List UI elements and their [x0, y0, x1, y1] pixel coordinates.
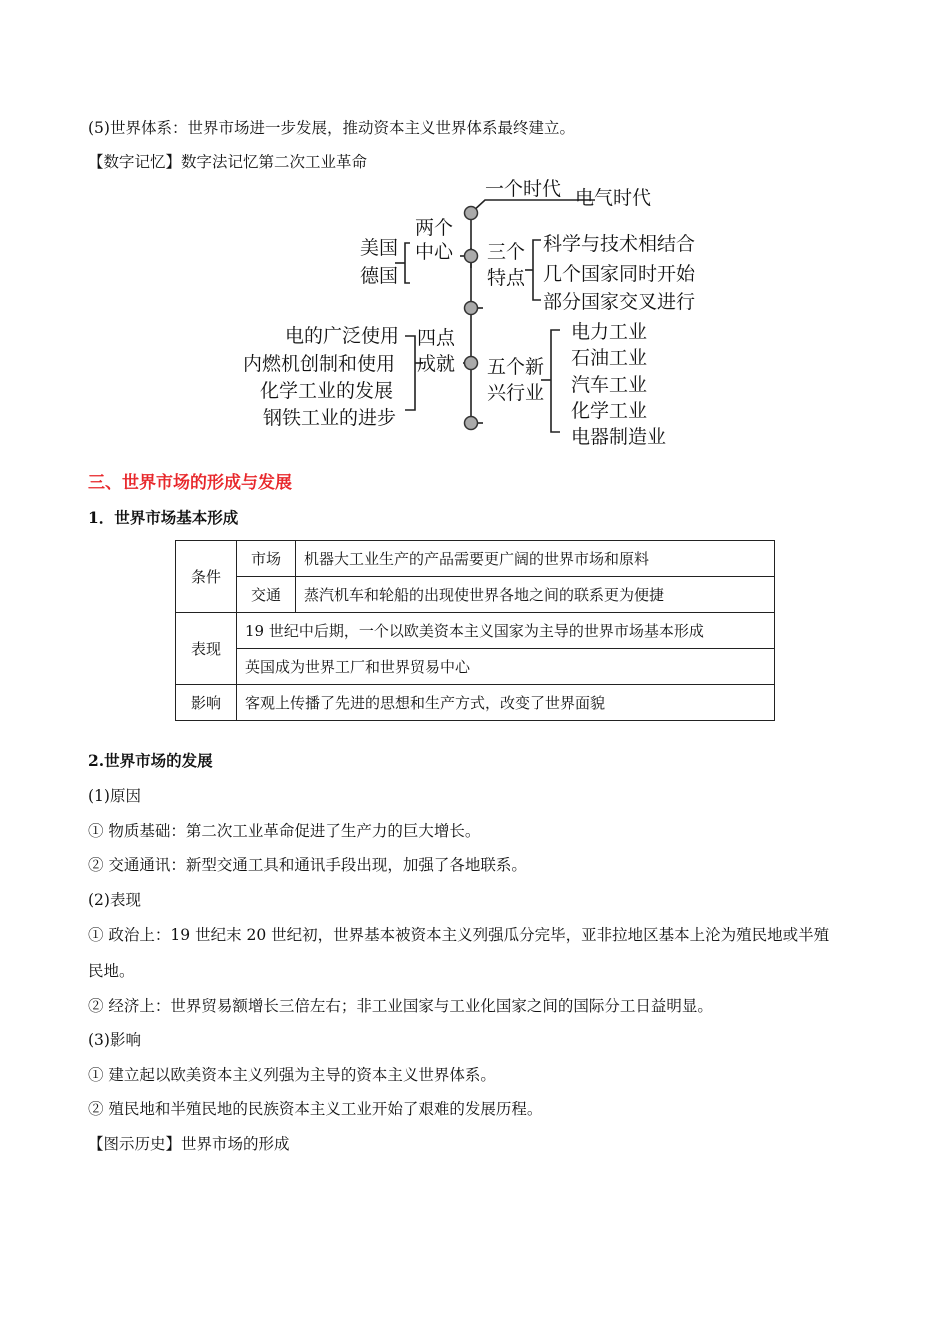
para-economy: ② 经济上：世界贸易额增长三倍左右；非工业国家与工业化国家之间的国际分工日益明显。 — [88, 997, 713, 1015]
era: 电气时代 — [575, 187, 652, 209]
node-centers — [465, 250, 478, 263]
features-label-b: 特点 — [487, 267, 526, 289]
node-era — [465, 207, 478, 220]
text-illustrated-history: 【图示历史】世界市场的形成 — [88, 1135, 290, 1153]
para-traffic: ② 交通通讯：新型交通工具和通讯手段出现，加强了各地联系。 — [88, 856, 527, 874]
world-market-table — [175, 540, 775, 721]
feature-2: 几个国家同时开始 — [543, 263, 696, 285]
cell-impact: 影响 — [176, 685, 237, 721]
para-impact-1: ① 建立起以欧美资本主义列强为主导的资本主义世界体系。 — [88, 1066, 496, 1084]
industries-label-a: 五个新 — [487, 356, 545, 378]
section-title-3: 三、世界市场的形成与发展 — [88, 473, 292, 493]
para-politics: ① 政治上：19 世纪末 20 世纪初，世界基本被资本主义列强瓜分完毕，亚非拉地区基本上沦为殖民地或半殖 — [88, 926, 830, 944]
industry-2: 石油工业 — [571, 347, 648, 369]
feature-1: 科学与技术相结合 — [543, 233, 696, 255]
industry-4: 化学工业 — [571, 400, 648, 422]
node-industries — [465, 417, 478, 430]
points-label-b: 成就 — [417, 353, 456, 375]
feature-3: 部分国家交叉进行 — [543, 291, 696, 313]
para-performance: (2)表现 — [88, 891, 141, 909]
para-impact-2: ② 殖民地和半殖民地的民族资本主义工业开始了艰难的发展历程。 — [88, 1100, 543, 1118]
second-industrial-revolution-diagram — [235, 178, 715, 450]
industry-1: 电力工业 — [571, 321, 648, 343]
achievement-4: 钢铁工业的进步 — [263, 407, 397, 429]
cell-show-1: 19 世纪中后期，一个以欧美资本主义国家为主导的世界市场基本形成 — [237, 613, 775, 649]
cell-market-text: 机器大工业生产的产品需要更广阔的世界市场和原料 — [296, 541, 775, 577]
cell-traffic-text: 蒸汽机车和轮船的出现使世界各地之间的联系更为便捷 — [296, 577, 775, 613]
para-causes: (1)原因 — [88, 787, 141, 805]
features-label-a: 三个 — [487, 241, 526, 263]
centers-label-a: 两个 — [415, 217, 454, 239]
cell-conditions: 条件 — [176, 541, 237, 613]
industry-3: 汽车工业 — [571, 374, 648, 396]
cell-show-2: 英国成为世界工厂和世界贸易中心 — [237, 649, 775, 685]
center-germany: 德国 — [360, 265, 399, 287]
industries-label-b: 兴行业 — [487, 382, 545, 404]
subsection-title-2: 2.世界市场的发展 — [88, 751, 213, 770]
achievement-1: 电的广泛使用 — [285, 325, 400, 347]
cell-market: 市场 — [237, 541, 296, 577]
para-material: ① 物质基础：第二次工业革命促进了生产力的巨大增长。 — [88, 822, 481, 840]
para-politics-cont: 民地。 — [88, 962, 135, 980]
para-impact: (3)影响 — [88, 1031, 141, 1049]
text-number-memory: 【数字记忆】数字法记忆第二次工业革命 — [88, 153, 368, 171]
achievement-3: 化学工业的发展 — [260, 380, 394, 402]
node-points — [465, 357, 478, 370]
achievement-2: 内燃机创制和使用 — [243, 353, 396, 375]
industry-5: 电器制造业 — [571, 426, 667, 448]
era-label: 一个时代 — [485, 178, 562, 200]
center-usa: 美国 — [360, 237, 399, 259]
subsection-title-1: 1．世界市场基本形成 — [88, 508, 239, 527]
centers-label-b: 中心 — [415, 241, 454, 263]
points-label-a: 四点 — [417, 327, 456, 349]
cell-show: 表现 — [176, 613, 237, 685]
text-world-system: (5)世界体系：世界市场进一步发展，推动资本主义世界体系最终建立。 — [88, 119, 575, 137]
node-features — [465, 302, 478, 315]
cell-traffic: 交通 — [237, 577, 296, 613]
cell-impact-text: 客观上传播了先进的思想和生产方式，改变了世界面貌 — [237, 685, 775, 721]
